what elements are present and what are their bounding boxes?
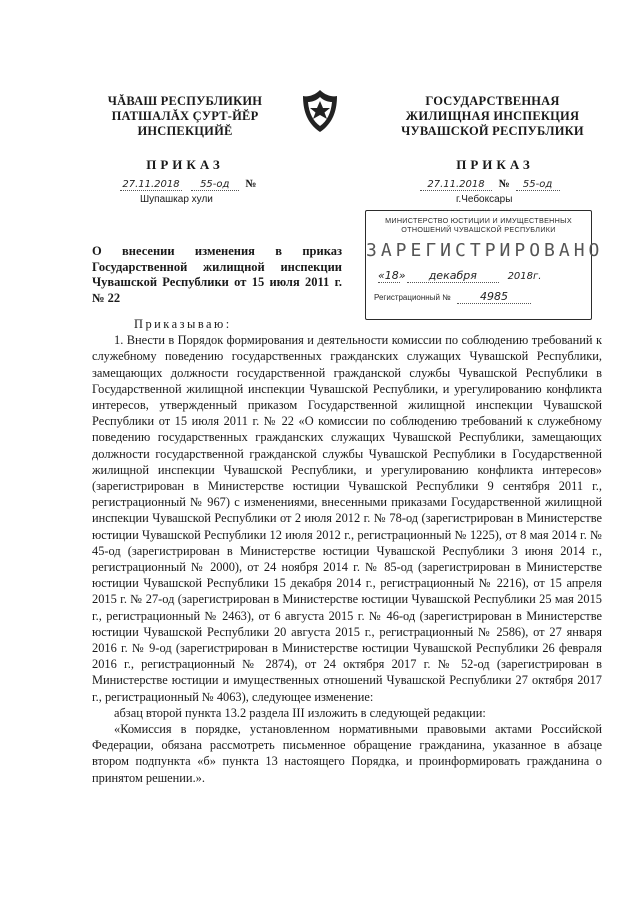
- stamp-month: декабря: [407, 269, 499, 283]
- stamp-year: 2018г.: [507, 271, 542, 282]
- body-paragraph-1: 1. Внести в Порядок формирования и деятельности комиссии по соблюдению требований к служебному поведению государственных гражданских служащих Чувашской Республики, замещающих должности государственной гражданской службы Чувашской Республики в Государственной жилищной инспекции Чувашской Республики, и урегулированию конфликта интересов, утвержденный приказом Государственной жилищной инспекции Чувашской Республики от 15 июля 2011 г. № 22 «О комиссии по соблюдению требований к служебному поведению государственных гражданских служащих Чувашской Республики, замещающих должности государственной гражданской службы Чувашской Республики в Государственной жилищной инспекции Чувашской Республики, и урегулированию конфликта интересов» (зарегистрирован в Министерстве юстиции Чувашской Республики 9 сентября 2011 г., регистрационный № 967) с изменениями, внесенными приказами Государственной жилищной инспекции Чувашской Республики от 2 июля 2012 г. № 78-од (зарегистрирован в Министерстве юстиции Чувашской Республики 12 июля 2012 г., регистрационный № 1225), от 8 мая 2014 г. № 45-од (зарегистрирован в Министерстве юстиции Чувашской Республики 3 июня 2014 г., регистрационный № 2000), от 24 ноября 2014 г. № 85-од (зарегистрирован в Министерстве юстиции Чувашской Республики 15 декабря 2014 г., регистрационный № 2216), от 15 апреля 2015 г. № 27-од (зарегистрирован в Министерстве юстиции Чувашской Республики 25 мая 2015 г., регистрационный № 2463), от 6 августа 2015 г. № 46-од (зарегистрирован в Министерстве юстиции Чувашской Республики 20 августа 2015 г., регистрационный № 2586), от 27 января 2016 г. № 9-од (зарегистрирован в Министерстве юстиции Чувашской Республики 26 февраля 2016 г., регистрационный № 2874), от 24 октября 2017 г. № 52-од (зарегистрирован в Министерстве юстиции и имущественных отношений Чувашской Республики 27 октября 2017 г., регистрационный № 4063), следующее изменение:: [92, 333, 602, 704]
- order-word: Приказываю:: [134, 317, 232, 331]
- stamp-ministry-line: ОТНОШЕНИЙ ЧУВАШСКОЙ РЕСПУБЛИКИ: [401, 225, 556, 234]
- stamp-reg-value: 4985: [457, 290, 531, 304]
- left-number-sign: №: [245, 178, 257, 190]
- stamp-ministry-line: МИНИСТЕРСТВО ЮСТИЦИИ И ИМУЩЕСТВЕННЫХ: [385, 216, 572, 225]
- left-date: 27.11.2018: [120, 179, 182, 191]
- body-paragraph-2: абзац второй пункта 13.2 раздела III изложить в следующей редакции:: [114, 705, 486, 720]
- right-header-line: ГОСУДАРСТВЕННАЯ: [425, 94, 560, 108]
- order-title: О внесении изменения в приказ Государственной жилищной инспекции Чувашской Республики от 15 июля 2011 г. № 22: [92, 244, 342, 305]
- stamp-reg-number: [366, 290, 591, 304]
- left-header-line: ПАТШАЛĂХ ÇУРТ-ЙĔР: [111, 109, 259, 123]
- right-header-line: ЖИЛИЩНАЯ ИНСПЕКЦИЯ: [405, 109, 580, 123]
- stamp-date: [366, 269, 591, 283]
- right-header-line: ЧУВАШСКОЙ РЕСПУБЛИКИ: [401, 124, 584, 138]
- right-header: [385, 94, 600, 139]
- right-number-sign: №: [498, 178, 510, 190]
- left-date-number: [120, 178, 290, 191]
- right-number: 55-од: [516, 179, 560, 191]
- stamp-reg-label: Регистрационный №: [374, 293, 451, 302]
- stamp-registered: ЗАРЕГИСТРИРОВАНО: [366, 240, 604, 261]
- body-paragraph-3: «Комиссия в порядке, установленном нормативными правовыми актами Российской Федерации, обязана рассмотреть письменное обращение гражданина, указанное в абзаце втором подпункта «б» пункта 13 настоящего Порядка, и проинформировать гражданина о принятом решении.».: [92, 722, 602, 785]
- left-header: [90, 94, 280, 139]
- right-prikaz: ПРИКАЗ: [456, 157, 534, 172]
- registration-stamp: [365, 210, 604, 320]
- right-date: 27.11.2018: [420, 179, 492, 191]
- order-body: [92, 316, 602, 786]
- left-prikaz: ПРИКАЗ: [146, 157, 224, 172]
- right-city: г.Чебоксары: [456, 194, 513, 205]
- left-city: Шупашкар хули: [140, 194, 213, 205]
- stamp-day: «18»: [378, 269, 406, 282]
- left-number: 55-од: [191, 179, 239, 191]
- left-header-line: ИНСПЕКЦИЙĔ: [137, 124, 233, 138]
- emblem-icon: [300, 88, 340, 134]
- left-header-line: ЧĂВАШ РЕСПУБЛИКИН: [107, 94, 263, 108]
- right-date-number: [420, 178, 600, 191]
